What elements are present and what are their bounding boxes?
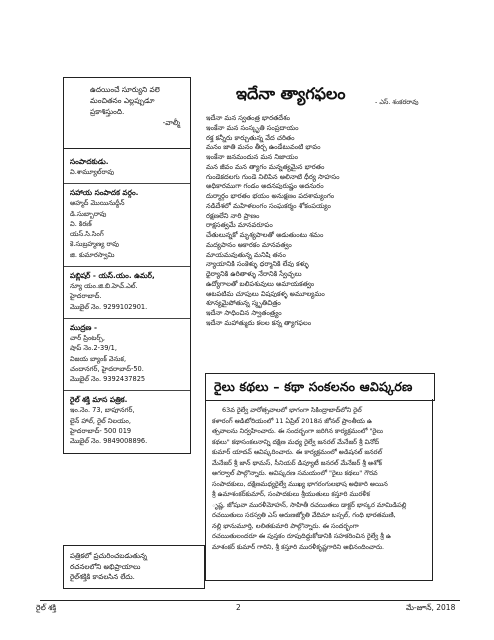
associates-heading: సహాయ సంపాదక వర్గం.: [70, 188, 139, 198]
poem-line: నడిదేశలో మహిళలంగం సంఘకర్మం శోకంపయ్యం: [206, 201, 331, 210]
office-address: హైదరాబాద్‌- 500 019: [70, 427, 132, 436]
printer-info: చార్ ప్రింటర్స్‌,: [70, 333, 105, 342]
printer-info: చందానగర్‌, హైదరాబాద్‌-50.: [70, 364, 144, 373]
divider: [64, 318, 190, 319]
article-title: రైలు కథలు – కథా సంకలనం ఆవిష్కరణ: [214, 379, 413, 394]
associate-name: వి. కిరణ్‌: [70, 219, 92, 228]
quote-box: [63, 77, 191, 148]
page-number: 2: [236, 603, 241, 612]
footer-issue-date: మే-జూన్‌, 2018: [406, 603, 456, 612]
poem-title: ఇదేనా త్యాగఫలం: [236, 84, 346, 103]
footer-magazine-name: రైల్‌ శక్తి: [36, 603, 57, 612]
article-line: రచయితులు సరస్వతి ఎస్‌ అరుణజ్యోతి వేదిమా బస్సల్‌, గంధి భారతమణి,: [212, 511, 396, 519]
footer-rule: [40, 600, 460, 601]
article-line: మేనేజర్‌ శ్రీ జాన్‌ థామస్‌, సీనియర్‌ డిప్యూటీ జనరల్‌ మేనేజర్‌ శ్రీ అశోక్‌: [212, 458, 383, 467]
publisher-info: హైదరాబాద్‌.: [70, 292, 102, 301]
poem-line: అధికారముగా గండం అదనపురుష్ణం అదనురం: [206, 182, 324, 191]
poem-line: ఇదేనా సాధించిన స్వాతంత్ర్యం: [206, 309, 282, 317]
publisher-heading: పబ్లిషర్‌ - యస్‌.యం. ఉమర్‌,: [70, 271, 155, 281]
poem-line: రక్త కన్నీరు కార్చుతున్న వేద చరితం: [206, 133, 295, 142]
poem-line: ఆటపటిమ చూపులు విషపుకళ్ళ అమూల్యమం: [206, 289, 325, 298]
article-heading-box: [205, 373, 435, 401]
divider: [64, 266, 190, 267]
article-line: కళారంగ్‌ ఆడిటోరియంలో 11 ఏప్రిల్‌ 2018న జోనల్‌ ప్రాంతీయ ఉ: [212, 416, 373, 425]
printer-info: షాప్ నెం.2-39/1,: [70, 344, 117, 353]
poem-line: రక్షణలేని నారి ప్రాణం: [206, 211, 260, 220]
article-line: 63వ రైల్వే వారోత్సవాలలో భాగంగా సికింద్రాబాద్‌లోని రైల్: [222, 406, 362, 414]
poem-body: [206, 114, 446, 329]
left-column: [63, 77, 191, 454]
poem-line: ధైర్యానికి ఉరితాళ్ళు నేరానికి స్వేచ్ఛలు: [206, 270, 302, 278]
poem-author: - ఎస్‌. శంకరరావు: [375, 98, 419, 106]
disclaimer-line: పత్రికలో ప్రచురించబడుతున్న: [70, 552, 147, 560]
article-line: నల్లి భానుమూర్తి, లలితకుమారి పాల్గొన్నారు. ఈ సందర్భంగా: [212, 521, 359, 530]
editor-name: వి.శామ్యూల్‌రావు: [70, 168, 115, 176]
article-line: మాశంకర్‌ కుమార్‌ గారిని, శ్రీ కస్తూరి మురళీకృష్ణగారిని అభినందించారు.: [212, 542, 385, 551]
office-address: ఇం.నెం. 73, బాపూనగర్‌,: [70, 406, 135, 415]
poem-line: మద్యపానం అకారకం మానవత్వం: [206, 240, 292, 249]
associate-name: అహ్మద్‌ మొయినుద్దీన్‌: [70, 199, 125, 208]
poem-line: రాక్షసత్వమే మానవరూపం: [206, 221, 273, 230]
poem-line: మన జీవం మన త్యాగం మన్నత్యమైన భారతం: [206, 162, 325, 171]
publisher-info: మొబైల్‌ నెం. 9299102901.: [70, 302, 148, 311]
article-line: సంపాదకులు, దక్షిణమధ్యరైల్వే ముఖ్య భాగరంగులభాష అధికారి అయిన: [212, 479, 388, 488]
divider: [64, 390, 190, 391]
poem-line: మనం జాతి మనం తీర్చ ఉండేటువంటి భావం: [206, 143, 321, 152]
disclaimer-box: [63, 545, 205, 589]
poem-line: ఇదేనా మహాత్ముదు కలల కన్న త్యాగఫలం: [206, 318, 312, 327]
poem-line: చేతులున్నకో మృశ్యపాలతో అడుతుంటు శమం: [206, 231, 324, 239]
quote-line: మంచితనం ఎల్లప్పుడూ: [90, 96, 155, 105]
poem-line: ఇంకేనా మన సంస్కృతి సంప్రదాయం: [206, 123, 299, 132]
associate-name: కె.సుబ్రహ్మణ్య రావు: [70, 240, 119, 249]
associate-name: యస్‌.సి.సింగ్‌: [70, 230, 104, 239]
article-line: కథలు" కథాసంకలనాన్ని దక్షిణ మధ్య రైల్వే జనరల్‌ మేనేజర్‌ శ్రీ వినోద్‌: [212, 437, 380, 446]
article-line: అగర్వాల్‌ పాల్గొన్నారు. ఆవిష్కరణ సమయంలో "రైలు కథలు" గౌరవ: [212, 469, 378, 477]
article-line: శ్రీ ఉమాశంకర్‌కుమార్‌, సంపాదకులు శ్రీయుతులు కస్తూరి మురళీక: [212, 490, 371, 498]
associate-name: డి.సుబ్బారావు: [70, 209, 107, 218]
disclaimer-line: రైల్‌శక్తికి కావలసిన లేదు.: [70, 573, 135, 581]
associate-name: జి. కుమారస్వామి: [70, 250, 115, 259]
article-line: ృష్ణ, జోషువా మురళీమోహన్‌, సాహితీ రచయితలు డాక్టర్‌ భాస్కర మామిడిపల్లి: [212, 500, 407, 509]
office-address: మొబైల్‌ నెం. 9849008896.: [70, 437, 148, 446]
poem-line: గుండెకదలగు గుండె నిలిపిన అలినాటి ధీర్య సాహసం: [206, 172, 340, 181]
divider: [64, 183, 190, 184]
publisher-info: న్యూ యం.జి.బి.హెచ్‌.ఎల్‌.: [70, 282, 138, 291]
quote-author: -వాల్మీ: [162, 118, 180, 127]
poem-line: ఇంకేనా జనమందున మన నిజాయం: [206, 153, 299, 161]
quote-line: ప్రకాశిస్తుంది.: [90, 107, 125, 116]
poem-line: న్యాయానికి సంకెళ్ళు ధర్మానికి లేవు కళ్ళు: [206, 260, 309, 269]
poem-line: మాయమవుతున్న మనిషి తనం: [206, 250, 286, 259]
office-heading: రైల్‌ శక్తి మాస పత్రిక.: [70, 395, 128, 405]
quote-line: ఉదయించే సూర్యుని వలె: [90, 85, 160, 94]
article-line: కుమార్‌ యాదవ్‌ ఆవిష్కరించారు. ఈ కార్యక్రమంలో అడిషనల్‌ జనరల్‌: [212, 448, 383, 456]
article-line: త్సవాలను నిర్వహించారు. ఈ సందర్భంగా జరిగిన కార్యక్రమంలో "రైలు: [212, 427, 384, 435]
poem-line: దుర్మార్గం భారతం భయం అనుక్షణం పదశామ్యంగం: [206, 192, 335, 200]
disclaimer-line: రచనలలోని అభిప్రాయాలు: [70, 562, 141, 571]
poem-line: ఉద్యోగాలతో బలిపశువులు అమాయకత్వం: [206, 279, 315, 288]
printer-info: విజయ బ్యాంక్‌ వెనుక,: [70, 354, 127, 363]
article-body: [205, 399, 433, 581]
article-line: రచయితులందరూ ఈ పుస్తకం రూపుదిద్దుకోడానికి సహకరించిన రైల్వే శ్రీ ఉ: [212, 532, 391, 540]
editor-heading: సంపాదకుడు.: [70, 157, 109, 166]
poem-line: ఇదేనా మన స్వతంత్ర భారతదేశం: [206, 114, 291, 122]
printer-heading: ముద్రణ -: [70, 322, 97, 332]
office-address: లైన్‌ హాల్‌, రైల్‌ నిలయం,: [70, 416, 131, 425]
masthead: [63, 148, 191, 454]
printer-info: మొబైల్‌ నెం. 9392437825: [70, 375, 146, 384]
poem-line: శూన్యమైపోతున్న స్మృతిచిత్రం: [206, 299, 281, 308]
